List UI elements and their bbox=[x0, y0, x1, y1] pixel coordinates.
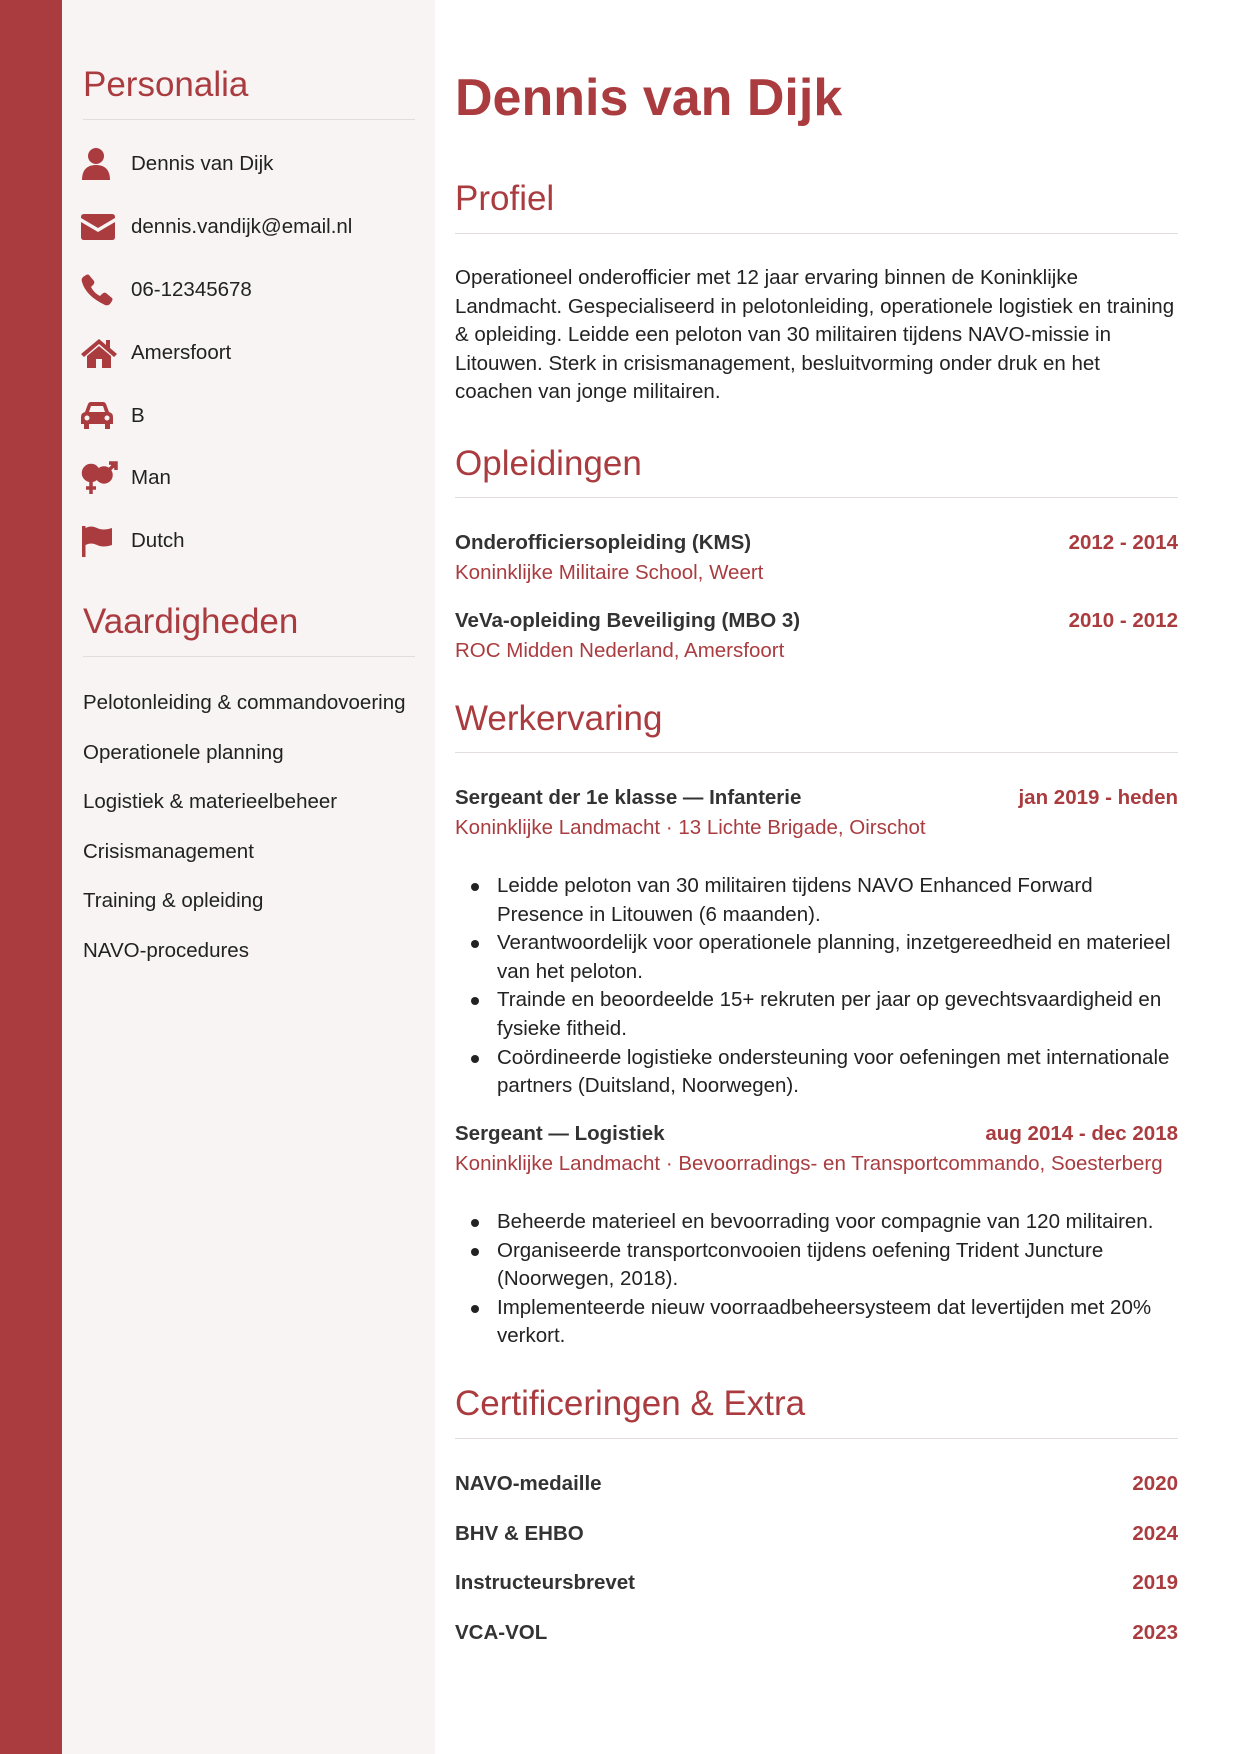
certs-list bbox=[455, 1472, 1178, 1670]
job-bullet: Organiseerde transportconvooien tijdens oefening Trident Juncture (Noorwegen, 2018). bbox=[467, 1237, 1178, 1294]
contact-email bbox=[81, 196, 352, 259]
personalia-rule bbox=[83, 119, 415, 120]
skill-item: Training & opleiding bbox=[83, 889, 264, 913]
car-icon bbox=[81, 396, 131, 436]
contact-nationality bbox=[81, 510, 352, 573]
job-bullets bbox=[455, 1208, 1178, 1351]
contact-phone-text[interactable]: 06-12345678 bbox=[131, 277, 252, 301]
skill-item: Operationele planning bbox=[83, 740, 284, 764]
user-icon bbox=[81, 144, 131, 184]
education-date: 2010 - 2012 bbox=[1068, 609, 1178, 632]
experience-rule bbox=[455, 752, 1178, 753]
personalia-heading: Personalia bbox=[83, 65, 249, 104]
education-entry bbox=[455, 531, 1178, 585]
job-organization: Koninklijke Landmacht · 13 Lichte Brigade, Oirschot bbox=[455, 816, 926, 839]
main-content bbox=[435, 0, 1241, 1754]
contact-license-text: B bbox=[131, 403, 145, 427]
job-bullet: Trainde en beoordeelde 15+ rekruten per jaar op gevechtsvaardigheid en fysieke fitheid. bbox=[467, 986, 1178, 1043]
cert-name: VCA-VOL bbox=[455, 1620, 548, 1644]
candidate-name: Dennis van Dijk bbox=[455, 69, 843, 127]
cert-year: 2024 bbox=[1132, 1521, 1178, 1545]
certs-rule bbox=[455, 1438, 1178, 1439]
job-organization: Koninklijke Landmacht · Bevoorradings- en Transportcommando, Soesterberg bbox=[455, 1152, 1163, 1175]
home-icon bbox=[81, 333, 131, 373]
contact-city bbox=[81, 321, 352, 384]
job-date: aug 2014 - dec 2018 bbox=[985, 1122, 1178, 1145]
education-title: Onderofficiersopleiding (KMS) bbox=[455, 531, 752, 554]
contact-nationality-text: Dutch bbox=[131, 529, 185, 553]
skill-item: Crisismanagement bbox=[83, 839, 254, 863]
contact-list bbox=[81, 133, 352, 573]
job-bullet: Verantwoordelijk voor operationele planning, inzetgereedheid en materieel van het peloton. bbox=[467, 929, 1178, 986]
profile-heading: Profiel bbox=[455, 179, 555, 218]
accent-bar bbox=[0, 0, 62, 1754]
job-bullet: Implementeerde nieuw voorraadbeheersysteem dat levertijden met 20% verkort. bbox=[467, 1294, 1178, 1351]
cert-row bbox=[455, 1522, 1178, 1572]
profile-text: Operationeel onderofficier met 12 jaar ervaring binnen de Koninklijke Landmacht. Gespecialiseerd in pelotonleiding, operationele logistiek en training & opleiding. Leidde een peloton van 30 militairen tijdens NAVO-missie in Litouwen. Sterk in crisismanagement, besluitvorming onder druk en het coachen van jonge militairen. bbox=[455, 266, 1175, 403]
education-date: 2012 - 2014 bbox=[1068, 531, 1178, 554]
profile-rule bbox=[455, 233, 1178, 234]
job-bullet: Beheerde materieel en bevoorrading voor compagnie van 120 militairen. bbox=[467, 1208, 1178, 1237]
contact-phone bbox=[81, 259, 352, 322]
cert-year: 2023 bbox=[1132, 1620, 1178, 1644]
skills-list bbox=[83, 693, 406, 991]
cert-name: Instructeursbrevet bbox=[455, 1571, 636, 1595]
job-bullet: Leidde peloton van 30 militairen tijdens NAVO Enhanced Forward Presence in Litouwen (6 maanden). bbox=[467, 872, 1178, 929]
education-institution: ROC Midden Nederland, Amersfoort bbox=[455, 639, 785, 662]
contact-name bbox=[81, 133, 352, 196]
education-title: VeVa-opleiding Beveiliging (MBO 3) bbox=[455, 609, 801, 632]
envelope-icon bbox=[81, 207, 131, 247]
cert-year: 2019 bbox=[1132, 1571, 1178, 1595]
contact-license bbox=[81, 384, 352, 447]
job-bullet: Coördineerde logistieke ondersteuning voor oefeningen met internationale partners (Duitsland, Noorwegen). bbox=[467, 1044, 1178, 1101]
cert-row bbox=[455, 1571, 1178, 1621]
contact-gender bbox=[81, 447, 352, 510]
contact-email-text[interactable]: dennis.vandijk@email.nl bbox=[131, 215, 353, 239]
experience-heading: Werkervaring bbox=[455, 699, 663, 738]
cert-row bbox=[455, 1472, 1178, 1522]
skill-item: NAVO-procedures bbox=[83, 938, 249, 962]
education-heading: Opleidingen bbox=[455, 444, 642, 483]
experience-entry bbox=[455, 786, 1178, 1101]
education-entry bbox=[455, 609, 1178, 663]
sidebar bbox=[62, 0, 435, 1754]
contact-city-text: Amersfoort bbox=[131, 340, 232, 364]
job-title: Sergeant der 1e klasse — Infanterie bbox=[455, 786, 802, 809]
experience-entry bbox=[455, 1122, 1178, 1351]
skills-rule bbox=[83, 656, 415, 657]
job-date: jan 2019 - heden bbox=[1018, 786, 1178, 809]
cert-year: 2020 bbox=[1132, 1472, 1178, 1495]
job-title: Sergeant — Logistiek bbox=[455, 1122, 665, 1145]
education-rule bbox=[455, 497, 1178, 498]
education-institution: Koninklijke Militaire School, Weert bbox=[455, 561, 764, 584]
flag-icon bbox=[81, 521, 131, 561]
skill-item: Logistiek & materieelbeheer bbox=[83, 790, 338, 814]
cert-name: BHV & EHBO bbox=[455, 1521, 584, 1545]
phone-icon bbox=[81, 270, 131, 310]
cert-name: NAVO-medaille bbox=[455, 1472, 602, 1495]
contact-gender-text: Man bbox=[131, 466, 171, 490]
job-bullets bbox=[455, 872, 1178, 1101]
gender-icon bbox=[81, 458, 131, 498]
certs-heading: Certificeringen & Extra bbox=[455, 1384, 806, 1423]
cert-row bbox=[455, 1621, 1178, 1671]
skills-heading: Vaardigheden bbox=[83, 602, 299, 641]
contact-name-text: Dennis van Dijk bbox=[131, 152, 274, 176]
skill-item: Pelotonleiding & commandovoering bbox=[83, 691, 406, 714]
